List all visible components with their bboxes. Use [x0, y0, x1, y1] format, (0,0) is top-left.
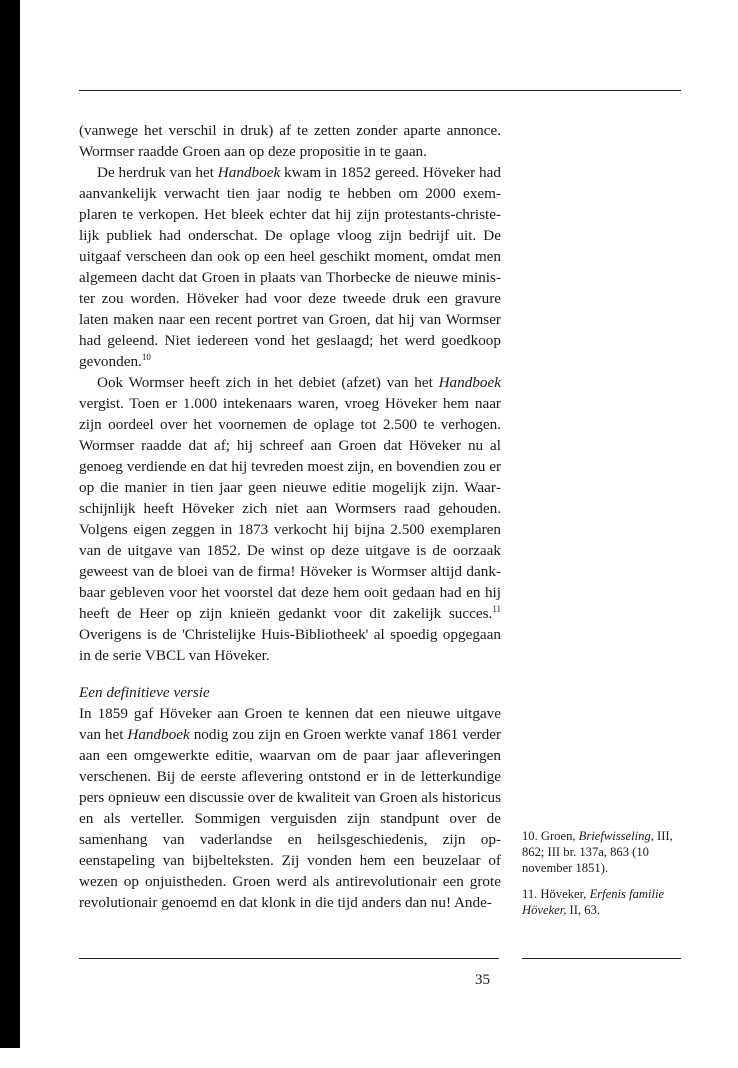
header-rule: [79, 90, 681, 91]
page-binding-edge: [0, 0, 20, 1048]
main-text-column: [79, 120, 501, 913]
paragraph-wormser: Ook Wormser heeft zich in het debiet (afzet) van het Handboek vergist. Toen er 1.000 intekenaars waren, vroeg Höveker hem naar zijn oordeel over het voornemen de oplage tot 2.500 te verhogen. Wormser raadde dat af; hij schreef aan Groen dat Höveker nu al genoeg verdiende en dat hij tevreden moest zijn, en bovendien zou er op die manier in tien jaar geen nieuwe editie mogelijk zijn. Waarschijnlijk heeft Höveker zich niet aan Wormsers raad gehouden. Volgens eigen zeggen in 1873 verkocht hij bijna 2.500 exemplaren van de uitgave van 1852. De winst op deze uitgave is de oorzaak geweest van de bloei van de firma! Höveker is Wormser altijd dankbaar gebleven voor het voorstel dat deze hem ooit gedaan had en hij heeft de Heer op zijn knieën gedankt voor dit zakelijk succes.$^{11}$ Overigens is de 'Christelijke Huis-Bibliotheek' al spoedig opgegaan in de serie VBCL van Höveker.: [79, 374, 501, 664]
section-heading: Een definitieve versie: [79, 684, 210, 701]
footer-rule-main: [79, 958, 499, 959]
footnote-ref-11: 11: [492, 603, 501, 614]
title-handboek: Handboek: [127, 726, 190, 743]
footnote-11: 11. Höveker, Erfenis familie Höveker, II, 63.: [522, 887, 665, 917]
footnote-10: 10. Groen, Briefwisseling, III, 862; III br. 137a, 863 (10 november 1851).: [522, 829, 673, 875]
title-handboek: Handboek: [438, 374, 501, 391]
footnote-ref-10: 10: [141, 351, 151, 362]
paragraph-herdruk: De herdruk van het Handboek kwam in 1852 gereed. Höveker had aanvankelijk verwacht tien jaar nodig te hebben om 2000 exemplaren te verkopen. Het bleek echter dat hij zijn protestants-christelijk publiek had onderschat. De oplage vloog zijn bedrijf uit. De uitgaaf verscheen dan ook op een heel geschikt moment, omdat men algemeen dacht dat Groen in plaats van Thorbecke de nieuwe minister zou worden. Höveker had voor deze tweede druk een gravure laten maken naar een recent portret van Groen, dat hij van Wormser had geleend. Niet iedereen vond het geslaagd; het werd goedkoop gevonden.$^{10}$: [79, 164, 501, 370]
margin-footnotes: [522, 828, 684, 928]
page-number: 35: [475, 972, 490, 988]
title-handboek: Handboek: [217, 164, 281, 181]
paragraph-continuation: (vanwege het verschil in druk) af te zetten zonder aparte annonce. Wormser raadde Groen aan op deze propositie in te gaan.: [79, 122, 501, 160]
footer-rule-notes: [522, 958, 681, 959]
paragraph-definitieve-versie: In 1859 gaf Höveker aan Groen te kennen dat een nieuwe uitgave van het Handboek nodig zou zijn en Groen werkte vanaf 1861 verder aan een omgewerkte editie, waarvan om de paar jaar afleveringen verschenen. Bij de eerste aflevering ontstond er in de letterkundige pers opnieuw een discussie over de kwaliteit van Groen als historicus en als verteller. Sommigen verguisden zijn standpunt over de samenhang van vaderlandse en heilsgeschiedenis, zijn opeenstapeling van bijbelteksten. Zij vonden hem een beuzelaar of wezen op onjuistheden. Groen werd als antirevolutionair een grote revolutionair genoemd en dat klonk in die tijd anders dan nu! Ande-: [79, 705, 501, 911]
